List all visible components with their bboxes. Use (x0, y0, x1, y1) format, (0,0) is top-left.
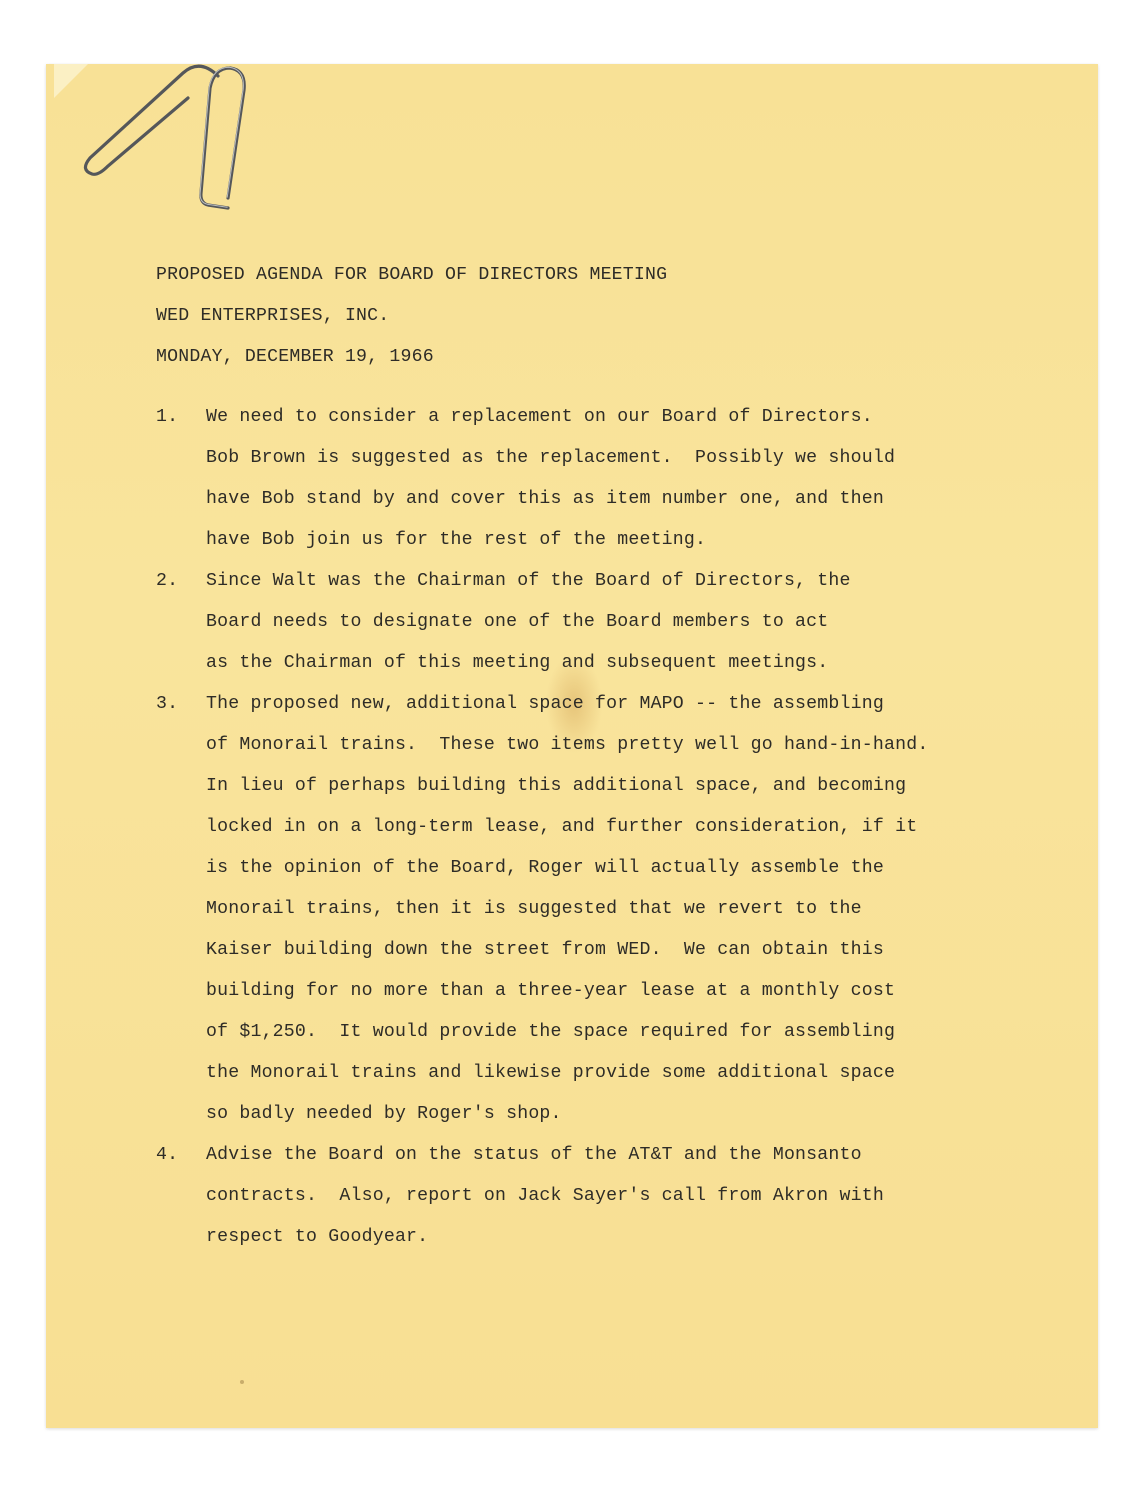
item-line: of $1,250. It would provide the space required for assembling (206, 1022, 896, 1042)
item-line: respect to Goodyear. (206, 1227, 429, 1247)
item-line: Board needs to designate one of the Board members to act (206, 612, 829, 632)
agenda-item-2 (156, 561, 1036, 684)
item-line: have Bob stand by and cover this as item number one, and then (206, 489, 884, 509)
item-number: 4. (156, 1145, 179, 1165)
item-line: The proposed new, additional space for MAPO -- the assembling (206, 694, 884, 714)
item-line: Kaiser building down the street from WED. We can obtain this (206, 940, 884, 960)
company-name: WED ENTERPRISES, INC. (156, 306, 390, 326)
item-line: is the opinion of the Board, Roger will actually assemble the (206, 858, 884, 878)
item-line: the Monorail trains and likewise provide some additional space (206, 1063, 896, 1083)
item-number: 3. (156, 694, 179, 714)
item-line: so badly needed by Roger's shop. (206, 1104, 562, 1124)
item-line: of Monorail trains. These two items pretty well go hand-in-hand. (206, 735, 929, 755)
item-line: as the Chairman of this meeting and subsequent meetings. (206, 653, 829, 673)
item-line: We need to consider a replacement on our Board of Directors. (206, 407, 873, 427)
item-line: Advise the Board on the status of the AT&T and the Monsanto (206, 1145, 862, 1165)
agenda-item-4 (156, 1135, 1036, 1258)
agenda-text (156, 258, 1036, 1258)
agenda-item-3 (156, 684, 1036, 1135)
item-line: locked in on a long-term lease, and further consideration, if it (206, 817, 918, 837)
agenda-title: PROPOSED AGENDA FOR BOARD OF DIRECTORS MEETING (156, 265, 668, 285)
item-number: 1. (156, 407, 179, 427)
meeting-date: MONDAY, DECEMBER 19, 1966 (156, 347, 434, 367)
agenda-header (156, 258, 1036, 381)
item-line: Bob Brown is suggested as the replacement. Possibly we should (206, 448, 896, 468)
item-number: 2. (156, 571, 179, 591)
paperclip-icon (78, 58, 268, 228)
item-line: building for no more than a three-year lease at a monthly cost (206, 981, 896, 1001)
paper-speck (240, 1380, 244, 1384)
item-line: contracts. Also, report on Jack Sayer's call from Akron with (206, 1186, 884, 1206)
agenda-item-1 (156, 397, 1036, 561)
item-line: Since Walt was the Chairman of the Board of Directors, the (206, 571, 851, 591)
item-line: Monorail trains, then it is suggested that we revert to the (206, 899, 862, 919)
item-line: In lieu of perhaps building this additional space, and becoming (206, 776, 907, 796)
item-line: have Bob join us for the rest of the meeting. (206, 530, 707, 550)
